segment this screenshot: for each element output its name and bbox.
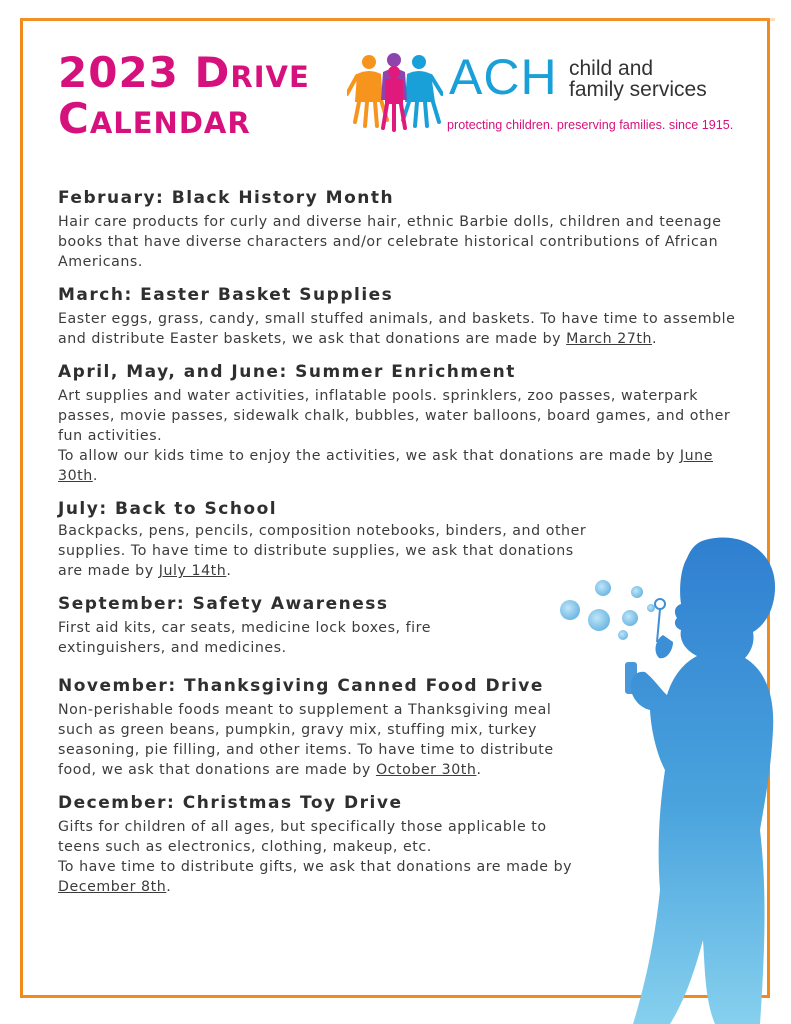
section-text: Gifts for children of all ages, but specifically those applicable to teens such as electronics, clothing, makeup, etc. To have time to distribute gifts, we ask that donations are made by December 8th. <box>58 819 573 895</box>
section-summer <box>58 362 738 486</box>
logo-name-line-2: family services <box>569 78 707 101</box>
bubble <box>622 610 638 626</box>
logo-ach-text: ACH <box>449 49 558 105</box>
title-line-2: Calendar <box>58 94 251 143</box>
section-text: Non-perishable foods meant to supplement a Thanksgiving meal such as green beans, pumpkin, gravy mix, stuffing mix, turkey seasoning, pie filling, and other items. To have time to distribute food, we ask that donations are made by October 30th. <box>58 702 554 778</box>
section-heading: March: Easter Basket Supplies <box>58 285 394 305</box>
section-february <box>58 188 738 272</box>
donation-deadline: March 27th <box>566 331 653 347</box>
section-december <box>58 793 588 897</box>
bubble <box>588 609 610 631</box>
donation-deadline: June 30th <box>58 448 713 484</box>
section-heading: December: Christmas Toy Drive <box>58 793 403 813</box>
boy-blowing-bubbles-illustration <box>555 530 785 1024</box>
section-text: Easter eggs, grass, candy, small stuffed animals, and baskets. To have time to assemble and distribute Easter baskets, we ask that donations are made by March 27th. <box>58 311 736 347</box>
logo-name-line-1: child and <box>569 57 654 80</box>
donation-deadline: July 14th <box>158 563 227 579</box>
donation-deadline: December 8th <box>58 879 167 895</box>
section-heading: July: Back to School <box>58 499 278 519</box>
section-heading: April, May, and June: Summer Enrichment <box>58 362 516 382</box>
bubble <box>647 604 655 612</box>
section-text: Art supplies and water activities, inflatable pools. sprinklers, zoo passes, waterpark passes, movie passes, sidewalk chalk, bubbles, water balloons, board games, and other fun activities. To allow our kids time to enjoy the activities, we ask that donations are made by June 30th. <box>58 388 731 484</box>
bubble <box>618 630 628 640</box>
logo-name <box>569 58 707 100</box>
section-heading: September: Safety Awareness <box>58 594 389 614</box>
section-november <box>58 676 588 780</box>
section-july <box>58 499 588 581</box>
section-march <box>58 285 738 349</box>
bubble <box>631 586 643 598</box>
section-heading: November: Thanksgiving Canned Food Drive <box>58 676 544 696</box>
title-line-1: 2023 Drive <box>58 48 310 97</box>
section-text: First aid kits, car seats, medicine lock boxes, fire extinguishers, and medicines. <box>58 620 432 656</box>
page-title <box>58 48 310 143</box>
family-figures-icon <box>347 50 443 134</box>
section-heading: February: Black History Month <box>58 188 395 208</box>
section-text: Hair care products for curly and diverse hair, ethnic Barbie dolls, children and teenage books that have diverse characters and/or celebrate historical contributions of African Americans. <box>58 214 722 270</box>
ach-logo <box>347 48 757 138</box>
bubble <box>595 580 611 596</box>
section-text: Backpacks, pens, pencils, composition notebooks, binders, and other supplies. To have time to distribute supplies, we ask that donations are made by July 14th. <box>58 523 587 579</box>
bubble <box>560 600 580 620</box>
logo-tagline: protecting children. preserving families. since 1915. <box>447 118 734 132</box>
donation-deadline: October 30th <box>375 762 477 778</box>
section-september <box>58 594 588 658</box>
